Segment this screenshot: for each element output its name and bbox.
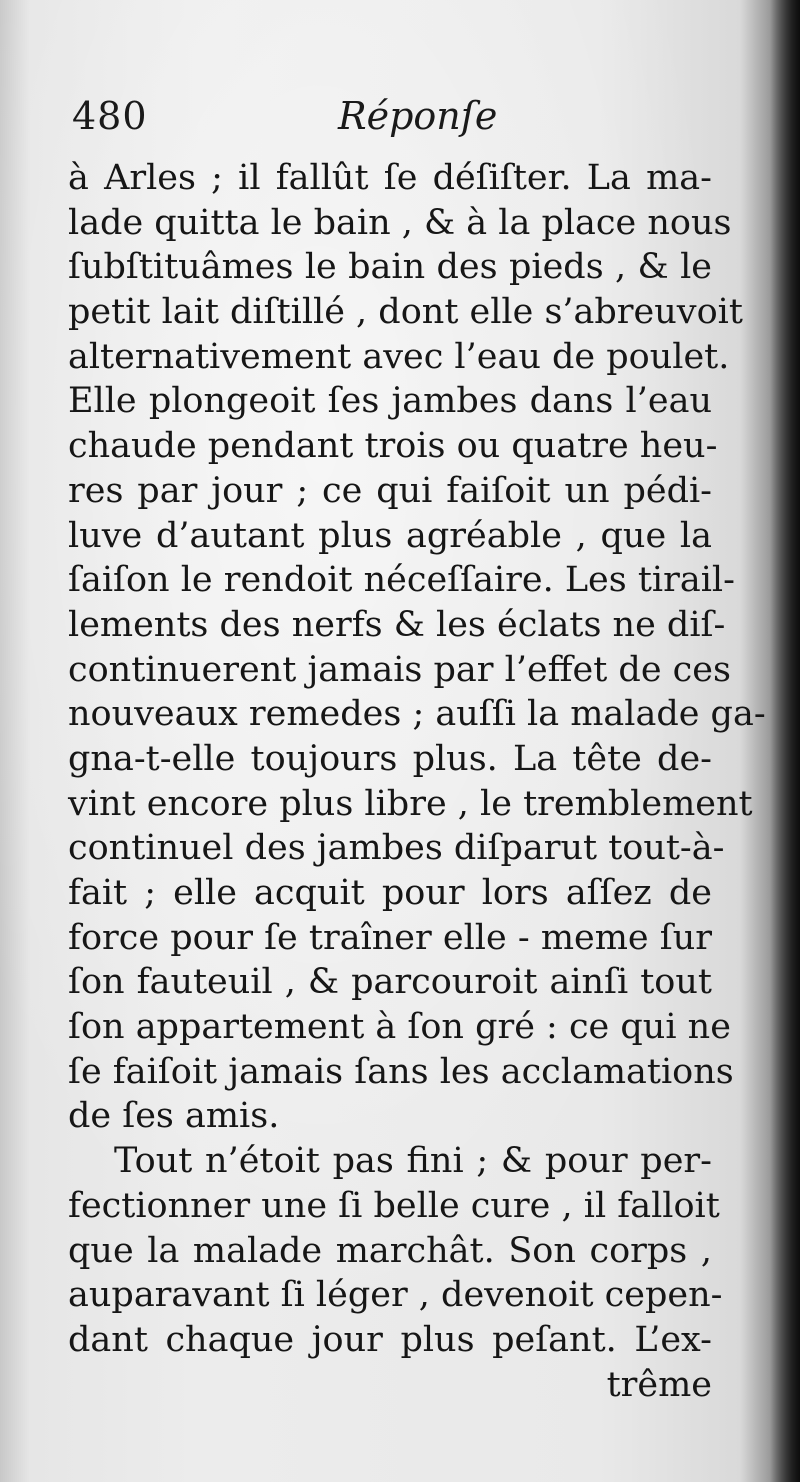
- catchword: trême: [606, 1364, 712, 1405]
- text-line: luve d’autant plus agréable , que la: [68, 515, 712, 556]
- text-line: ſon fauteuil , & parcouroit ainſi tout: [68, 962, 712, 1003]
- text-line: fait ; elle acquit pour lors aſſez de: [68, 873, 712, 913]
- text-line: continuerent jamais par l’effet de ces: [68, 649, 731, 690]
- text-line: ſon appartement à ſon gré : ce qui ne: [68, 1007, 731, 1048]
- body-text: [68, 156, 766, 1407]
- text-line: que la malade marchât. Son corps ,: [68, 1230, 712, 1271]
- text-line: à Arles ; il fallût ſe déſiſter. La ma-: [68, 158, 712, 198]
- text-line: vint encore plus libre , le tremblement: [68, 783, 753, 824]
- text-line: ſubſtituâmes le bain des pieds , & le: [68, 247, 712, 288]
- text-line: lade quitta le bain , & à la place nous: [68, 202, 732, 243]
- text-line: ſaiſon le rendoit néceſſaire. Les tirail-: [68, 560, 735, 601]
- text-line: alternativement avec l’eau de poulet.: [68, 336, 730, 377]
- page-number: 480: [72, 94, 148, 138]
- text-line: Elle plongeoit ſes jambes dans l’eau: [68, 381, 712, 422]
- text-line: force pour ſe traîner elle - meme ſur: [68, 917, 712, 958]
- text-line: gna-t-elle toujours plus. La tête de-: [68, 738, 712, 779]
- text-line: continuel des jambes diſparut tout-à-: [68, 828, 725, 869]
- text-line: dant chaque jour plus peſant. L’ex-: [68, 1319, 712, 1360]
- text-line-paragraph-end: de ſes amis.: [68, 1096, 280, 1137]
- book-spine-shadow: [770, 0, 800, 1482]
- text-line: fectionner une ſi belle cure , il falloit: [68, 1185, 720, 1226]
- running-head: Réponſe: [338, 94, 498, 138]
- text-line-paragraph-start: Tout n’étoit pas fini ; & pour per-: [114, 1141, 712, 1182]
- text-line: auparavant ſi léger , devenoit cepen-: [68, 1275, 723, 1316]
- text-line: chaude pendant trois ou quatre heu-: [68, 426, 718, 467]
- text-line: lements des nerfs & les éclats ne diſ-: [68, 604, 726, 645]
- text-line: res par jour ; ce qui faiſoit un pédi-: [68, 470, 712, 511]
- text-line: petit lait diſtillé , dont elle s’abreuvoit: [68, 292, 743, 333]
- text-line: ſe faiſoit jamais ſans les acclamations: [68, 1051, 734, 1092]
- page-header: [70, 92, 720, 148]
- text-line: nouveaux remedes ; auſſi la malade ga-: [68, 694, 766, 735]
